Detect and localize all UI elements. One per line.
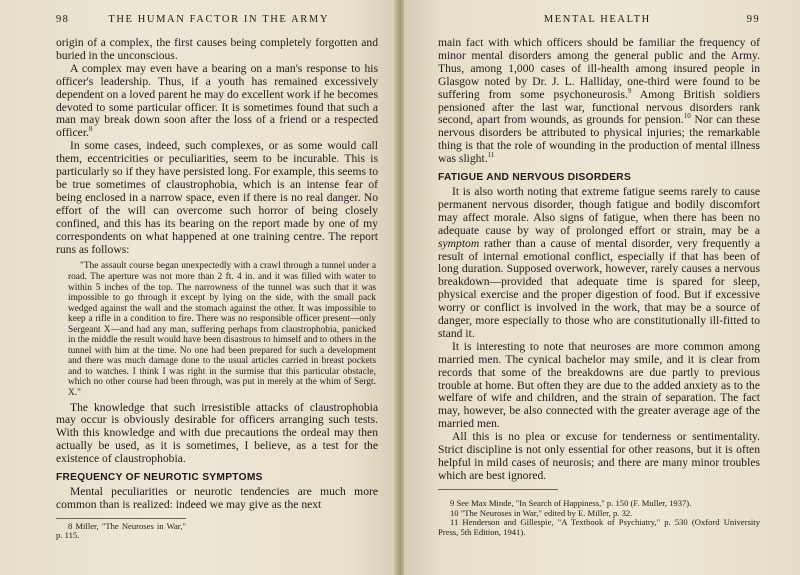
left-paragraph-3: In some cases, indeed, such complexes, or as some would call them, eccentricities or peculiarities, seem to be incurable. This is particularly so if they have persisted long. For example, this seems to be true sometimes of claustrophobia, which is an intense fear of being enclosed in a narrow space, even if there is no real danger. No effort of the will can overcome such horror of being closely confined, and this has its bearing on the report made by one of my correspondents on what happened at one training centre. The report runs as follows: [56, 139, 378, 256]
note-ref-11: 11 [487, 151, 495, 160]
section-heading-frequency: FREQUENCY OF NEUROTIC SYMPTOMS [56, 472, 263, 484]
emphasis-symptom: symptom [438, 236, 480, 250]
footnote-10: 10 "The Neuroses in War," edited by E. Miller, p. 32. [450, 507, 633, 518]
footnote-rule [438, 489, 558, 490]
left-body-text [56, 37, 378, 512]
right-paragraph-4: All this is no plea or excuse for tenderness or sentimentality. Strict discipline is not only essential for other reasons, but it is often helpful in mild cases of neurosis; and there are many minor troubles which are best ignored. [438, 430, 760, 482]
left-paragraph-5: Mental peculiarities or neurotic tendencies are much more common than is realized: indeed we may give as the next [56, 484, 378, 511]
note-ref-10: 10 [683, 112, 691, 121]
footnote-9: 9 See Max Minde, "In Search of Happiness," p. 150 (F. Muller, 1937). [450, 497, 692, 508]
footnote-11: 11 Henderson and Gillespie, "A Textbook of Psychiatry," p. 530 (Oxford University Press, 5th Edition, 1941). [438, 517, 760, 537]
left-page [0, 0, 396, 575]
left-paragraph-2: A complex may even have a bearing on a man's response to his officer's leadership. Thus, if a youth has remained excessively dependent on a loved parent he may do excellent work if he becomes devoted to some particular officer. It is sometimes found that such a man may break down soon after the loss of a friend or a respected officer.$^8$ [56, 61, 378, 140]
quote-text: "The assault course began unexpectedly with a crawl through a tunnel under a road. The aperture was not more than 2 ft. 4 in. and it was filled with water to within 5 inches of the top. The narrowness of the tunnel was such that it was impossible to go through it except by lying on the side, with the small pack wedged against the wall and the stomach against the other. It was impossible to keep a rifle in a condition to fire. There was no responsible officer present—only Sergeant X—and had any man, suffering perhaps from claustrophobia, panicked in the middle the result would have been disastrous to himself and to others in the tunnel with him at the time. No one had been prepared for such a development and there was much damage done to the usual articles carried in breast pockets and to watches. I think I was right in the surmise that this particular obstacle, which no other course had been through, was put in merely at the whim of Sergt. X." [68, 261, 376, 398]
note-ref-8: 8 [88, 125, 93, 134]
left-page-number: 98 [56, 14, 70, 25]
right-footnotes [438, 496, 760, 538]
right-page-number: 99 [746, 14, 760, 25]
left-running-head [56, 14, 378, 28]
left-paragraph-4: The knowledge that such irresistible attacks of claustrophobia may occur is obviously desirable for officers arranging such tests. With this knowledge and with due precautions the ordeal may then actually be used, as it is sometimes, I believe, as a test for the existence of claustrophobia. [56, 400, 378, 466]
block-quote [68, 261, 376, 398]
right-running-title: MENTAL HEALTH [543, 14, 651, 25]
left-footnotes [56, 518, 186, 541]
right-body-text [438, 37, 760, 483]
left-running-title: THE HUMAN FACTOR IN THE ARMY [108, 14, 329, 25]
right-page [404, 0, 800, 575]
right-paragraph-3: It is interesting to note that neuroses are more common among married men. The cynical bachelor may smile, and it is clear from records that some of the breakdowns are due partly to previous trouble at home. But often they are due to the added anxiety as to the welfare of wife and children, and the strain of separation. The fact may, however, be also connected with the greater average age of the married men. [438, 339, 760, 431]
section-heading-fatigue: FATIGUE AND NERVOUS DISORDERS [438, 172, 632, 184]
note-ref-9: 9 [627, 86, 632, 95]
right-paragraph-2: It is also worth noting that extreme fatigue seems rarely to cause permanent nervous disorder, though fatigue and bodily discomfort may affect morale. Also signs of fatigue, when there has been no adequate cause by way of prolonged effort or strain, may be a symptom rather than a cause of mental disorder, very frequently a result of internal emotional conflict, especially if that has been of long duration. Supposed overwork, however, rarely causes a nervous breakdown—provided that adequate time is spared for sleep, physical exercise and the proper digestion of food. But if excessive worry or conflict is involved in the work, that may be a source of danger, more especially to those who are constitutionally ill-fitted to stand it. [438, 184, 760, 340]
left-paragraph-1: origin of a complex, the first causes being completely forgotten and buried in the unconscious. [56, 36, 378, 62]
footnote-8: 8 Miller, "The Neuroses in War," p. 115. [56, 520, 186, 541]
right-paragraph-1: main fact with which officers should be familiar the frequency of minor mental disorders among the general public and the Army. Thus, among 1,000 cases of ill-health among insured people in Glasgow noted by Dr. J. L. Halliday, one-third were found to be suffering from some psychoneurosis.$^9$ Among British soldiers pensioned after the last war, functional nervous disorders rank second, apart from wounds, as grounds for pension.$^{10}$ Nor can these nervous disorders be attributed to physical injuries; the remarkable thing is that the role of wounding in the production of mental illness was slight.$^{11}$ [438, 36, 761, 166]
right-running-head [438, 14, 760, 28]
